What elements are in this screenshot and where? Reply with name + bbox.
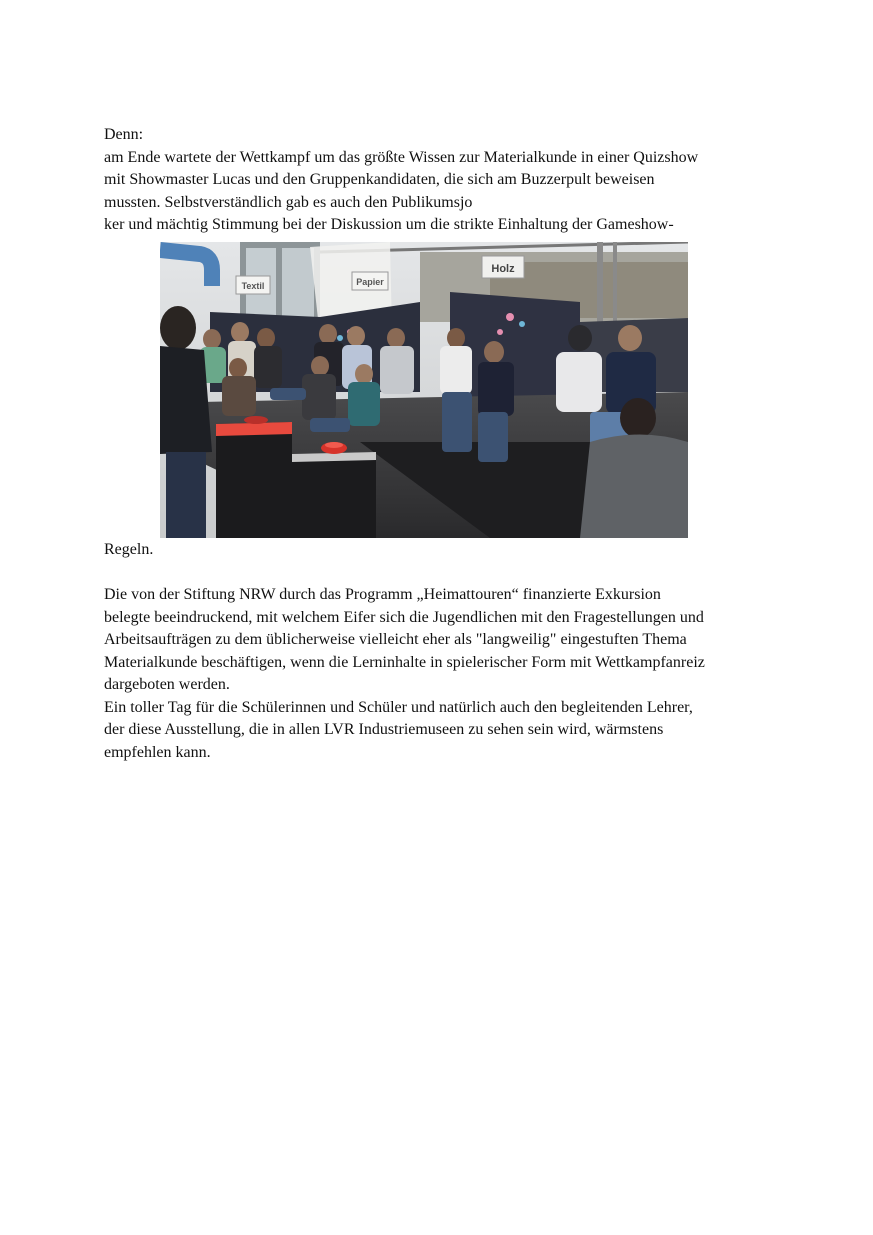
text-line: belegte beeindruckend, mit welchem Eifer sich die Jugendlichen mit den Fragestellungen und (104, 608, 704, 626)
text-line: am Ende wartete der Wettkampf um das größte Wissen zur Materialkunde in einer Quizshow (104, 148, 699, 166)
text-line: mussten. Selbstverständlich gab es auch den Publikumsjo (104, 193, 473, 211)
sign-papier: Papier (356, 277, 384, 287)
text-line: der diese Ausstellung, die in allen LVR Industriemuseen zu sehen sein wird, wärmstens (104, 721, 664, 738)
paragraph-summary (104, 584, 705, 764)
text-line: empfehlen kann. (104, 743, 211, 761)
text-line: mit Showmaster Lucas und den Gruppenkandidaten, die sich am Buzzerpult beweisen (104, 171, 655, 188)
paragraph-intro (104, 124, 698, 237)
sign-textil: Textil (241, 281, 265, 291)
text-line: dargeboten werden. (104, 676, 230, 693)
text-line: Materialkunde beschäftigen, wenn die Lerninhalte in spielerischer Form mit Wettkampfanreiz (104, 653, 705, 671)
text-line: Arbeitsaufträgen zu dem üblicherweise vielleicht eher als "langweilig" eingestuften Thema (104, 631, 687, 648)
text-line: Regeln. (104, 541, 154, 558)
sign-holz: Holz (491, 263, 515, 275)
text-line: Die von der Stiftung NRW durch das Programm „Heimattouren“ finanzierte Exkursion (104, 586, 661, 603)
quizshow-photo (160, 242, 688, 538)
text-line: Denn: (104, 126, 144, 143)
paragraph-continuation (104, 539, 153, 562)
text-line: ker und mächtig Stimmung bei der Diskussion um die strikte Einhaltung der Gameshow- (104, 216, 674, 233)
text-line: Ein toller Tag für die Schülerinnen und Schüler und natürlich auch den begleitenden Lehrer, (104, 698, 693, 716)
